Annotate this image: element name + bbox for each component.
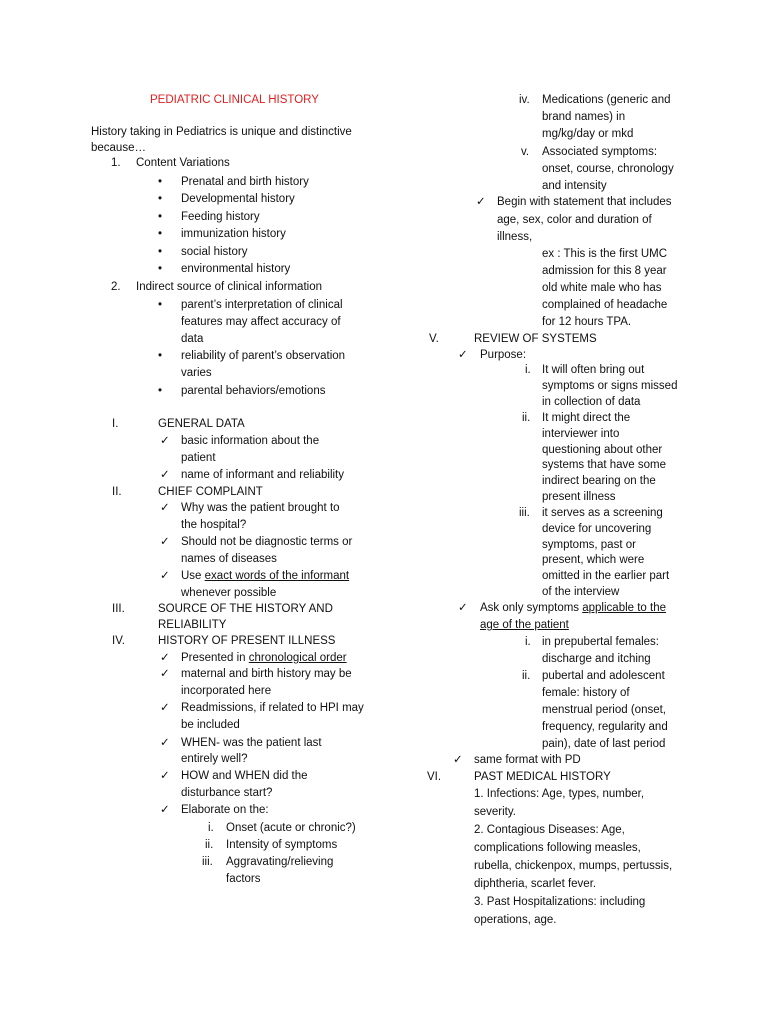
roman-numeral: ii. [522, 412, 531, 424]
list-item: brand names) in [542, 111, 626, 123]
list-item: It might direct the [542, 412, 631, 424]
list-item: Developmental history [181, 193, 295, 205]
roman-numeral: v. [521, 146, 530, 158]
pmh-line: 3. Past Hospitalizations: including [474, 896, 646, 908]
list-item: it serves as a screening [542, 507, 663, 519]
list-item: patient [181, 452, 216, 464]
roman-numeral: iv. [519, 94, 530, 106]
list-item: social history [181, 246, 248, 258]
roman-numeral: iii. [202, 856, 213, 868]
text: Presented in [181, 652, 249, 664]
list-number: 1. [111, 157, 121, 169]
list-item: Aggravating/relieving [226, 856, 334, 868]
list-item: Begin with statement that includes [497, 196, 672, 208]
list-item: symptoms or signs missed [542, 380, 678, 392]
pmh-line: complications following measles, [474, 842, 641, 854]
check-icon: ✓ [160, 770, 170, 782]
list-item: whenever possible [181, 587, 277, 599]
list-item: Associated symptoms: [542, 146, 658, 158]
past-medical-history-heading: PAST MEDICAL HISTORY [474, 771, 611, 783]
list-item [480, 600, 666, 617]
list-item: Medications (generic and [542, 94, 671, 106]
list-item: varies [181, 367, 212, 379]
check-icon: ✓ [476, 196, 486, 208]
content-variations-heading: Content Variations [136, 157, 230, 169]
bullet-icon: • [158, 350, 163, 362]
list-item: It will often bring out [542, 364, 645, 376]
list-item: Should not be diagnostic terms or [181, 536, 353, 548]
list-item: in prepubertal females: [542, 636, 659, 648]
review-of-systems-heading: REVIEW OF SYSTEMS [474, 333, 597, 345]
list-item: basic information about the [181, 435, 320, 447]
list-item: disturbance start? [181, 787, 273, 799]
list-item: menstrual period (onset, [542, 704, 667, 716]
list-item: female: history of [542, 687, 630, 699]
page-title: PEDIATRIC CLINICAL HISTORY [150, 94, 319, 106]
chief-complaint-heading: CHIEF COMPLAINT [158, 486, 263, 498]
pmh-line: operations, age. [474, 914, 557, 926]
check-icon: ✓ [160, 804, 170, 816]
list-item: device for uncovering [542, 523, 652, 535]
example-line: complained of headache [542, 299, 668, 311]
bullet-icon: • [158, 246, 163, 258]
section-number: I. [112, 418, 119, 430]
check-icon: ✓ [160, 502, 170, 514]
list-item [181, 650, 347, 667]
list-item: indirect bearing on the [542, 475, 656, 487]
source-heading: SOURCE OF THE HISTORY AND [158, 603, 333, 615]
example-line: old white male who has [542, 282, 662, 294]
section-number: VI. [427, 771, 442, 783]
list-item: symptoms, past or [542, 539, 636, 551]
list-item: incorporated here [181, 685, 272, 697]
list-item: parental behaviors/emotions [181, 385, 326, 397]
section-number: IV. [112, 635, 126, 647]
section-number: III. [112, 603, 125, 615]
list-item: of the interview [542, 586, 620, 598]
list-item [181, 568, 349, 585]
underlined-text: exact words of the informant [204, 570, 350, 582]
roman-numeral: i. [525, 364, 531, 376]
check-icon: ✓ [160, 536, 170, 548]
pmh-line: 1. Infections: Age, types, number, [474, 788, 645, 800]
bullet-icon: • [158, 211, 163, 223]
bullet-icon: • [158, 263, 163, 275]
pmh-line: 2. Contagious Diseases: Age, [474, 824, 625, 836]
check-icon: ✓ [160, 469, 170, 481]
list-item: age, sex, color and duration of [497, 214, 652, 226]
check-icon: ✓ [160, 702, 170, 714]
list-item: onset, course, chronology [542, 163, 674, 175]
roman-numeral: i. [525, 636, 531, 648]
list-item: be included [181, 719, 240, 731]
check-icon: ✓ [160, 570, 170, 582]
hpi-heading: HISTORY OF PRESENT ILLNESS [158, 635, 336, 647]
example-line: ex : This is the first UMC [542, 248, 668, 260]
list-item: illness, [497, 231, 533, 243]
roman-numeral: ii. [205, 839, 214, 851]
list-item: maternal and birth history may be [181, 668, 352, 680]
list-item: in collection of data [542, 396, 641, 408]
list-item: interviewer into [542, 428, 620, 440]
list-item: the hospital? [181, 519, 247, 531]
list-item: Elaborate on the: [181, 804, 269, 816]
list-item: names of diseases [181, 553, 277, 565]
list-item: Onset (acute or chronic?) [226, 822, 356, 834]
check-icon: ✓ [160, 435, 170, 447]
bullet-icon: • [158, 385, 163, 397]
list-item: mg/kg/day or mkd [542, 128, 634, 140]
check-icon: ✓ [458, 349, 468, 361]
list-item: frequency, regularity and [542, 721, 668, 733]
section-number: V. [429, 333, 439, 345]
list-item: Why was the patient brought to [181, 502, 340, 514]
intro-line-2: because… [91, 142, 146, 154]
example-line: admission for this 8 year [542, 265, 667, 277]
check-icon: ✓ [160, 668, 170, 680]
list-item: parent’s interpretation of clinical [181, 299, 343, 311]
list-item: factors [226, 873, 261, 885]
purpose-label: Purpose: [480, 349, 527, 361]
source-heading: RELIABILITY [158, 619, 227, 631]
list-item: pubertal and adolescent [542, 670, 665, 682]
check-icon: ✓ [458, 602, 468, 614]
list-item: discharge and itching [542, 653, 651, 665]
bullet-icon: • [158, 299, 163, 311]
list-number: 2. [111, 281, 121, 293]
text: Ask only symptoms [480, 602, 583, 614]
pmh-line: diphtheria, scarlet fever. [474, 878, 597, 890]
pmh-line: severity. [474, 806, 516, 818]
indirect-source-heading: Indirect source of clinical information [136, 281, 322, 293]
underlined-text: age of the patient [480, 619, 569, 631]
underlined-text: chronological order [248, 652, 347, 664]
list-item: present, which were [542, 554, 645, 566]
list-item: Intensity of symptoms [226, 839, 338, 851]
list-item: entirely well? [181, 753, 248, 765]
text: Use [181, 570, 205, 582]
list-item: omitted in the earlier part [542, 570, 670, 582]
list-item: and intensity [542, 180, 607, 192]
bullet-icon: • [158, 176, 163, 188]
pmh-line: rubella, chickenpox, mumps, pertussis, [474, 860, 673, 872]
list-item: present illness [542, 491, 616, 503]
check-icon: ✓ [453, 754, 463, 766]
general-data-heading: GENERAL DATA [158, 418, 245, 430]
section-number: II. [112, 486, 122, 498]
list-item: Readmissions, if related to HPI may [181, 702, 364, 714]
bullet-icon: • [158, 228, 163, 240]
bullet-icon: • [158, 193, 163, 205]
list-item: systems that have some [542, 459, 666, 471]
example-line: for 12 hours TPA. [542, 316, 632, 328]
list-item: name of informant and reliability [181, 469, 344, 481]
roman-numeral: iii. [519, 507, 530, 519]
list-item: WHEN- was the patient last [181, 737, 322, 749]
roman-numeral: ii. [522, 670, 531, 682]
list-item: environmental history [181, 263, 291, 275]
list-item: features may affect accuracy of [181, 316, 341, 328]
list-item: pain), date of last period [542, 738, 666, 750]
list-item: questioning about other [542, 444, 663, 456]
list-item: immunization history [181, 228, 286, 240]
underlined-text: applicable to the [582, 602, 667, 614]
roman-numeral: i. [208, 822, 214, 834]
list-item: same format with PD [474, 754, 581, 766]
intro-line-1: History taking in Pediatrics is unique and distinctive [91, 126, 352, 138]
list-item: data [181, 333, 204, 345]
list-item: reliability of parent’s observation [181, 350, 346, 362]
check-icon: ✓ [160, 652, 170, 664]
list-item: HOW and WHEN did the [181, 770, 308, 782]
list-item: Feeding history [181, 211, 260, 223]
check-icon: ✓ [160, 737, 170, 749]
list-item: Prenatal and birth history [181, 176, 309, 188]
